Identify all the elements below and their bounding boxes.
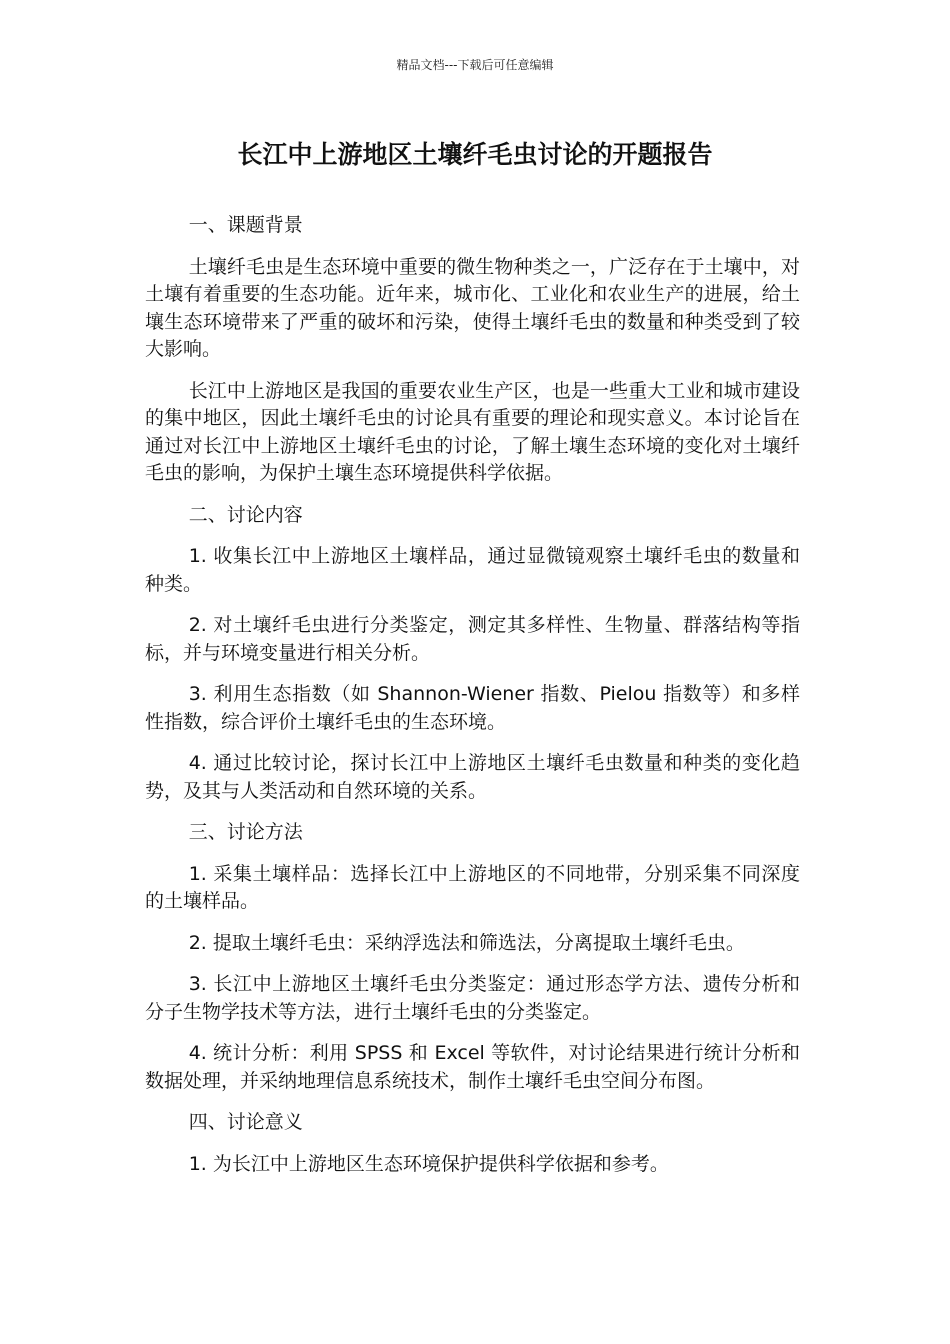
list-item: 1. 采集土壤样品：选择长江中上游地区的不同地带，分别采集不同深度的土壤样品。 <box>145 862 800 912</box>
list-item: 4. 通过比较讨论，探讨长江中上游地区土壤纤毛虫数量和种类的变化趋势，及其与人类活动和自然环境的关系。 <box>145 752 800 802</box>
list-item: 1. 为长江中上游地区生态环境保护提供科学依据和参考。 <box>188 1152 669 1175</box>
document-title: 长江中上游地区土壤纤毛虫讨论的开题报告 <box>237 140 713 169</box>
list-item: 2. 对土壤纤毛虫进行分类鉴定，测定其多样性、生物量、群落结构等指标，并与环境变量进行相关分析。 <box>145 614 800 664</box>
section-heading-significance: 四、讨论意义 <box>188 1111 303 1133</box>
list-item: 4. 统计分析：利用 SPSS 和 Excel 等软件，对讨论结果进行统计分析和数据处理，并采纳地理信息系统技术，制作土壤纤毛虫空间分布图。 <box>145 1042 800 1092</box>
list-item: 3. 利用生态指数（如 Shannon-Wiener 指数、Pielou 指数等）和多样性指数，综合评价土壤纤毛虫的生态环境。 <box>145 683 800 733</box>
list-item: 1. 收集长江中上游地区土壤样品，通过显微镜观察土壤纤毛虫的数量和种类。 <box>145 545 800 595</box>
section-heading-background: 一、课题背景 <box>188 214 303 236</box>
section-heading-content: 二、讨论内容 <box>188 503 303 526</box>
list-item: 2. 提取土壤纤毛虫：采纳浮选法和筛选法，分离提取土壤纤毛虫。 <box>188 931 745 954</box>
paragraph: 土壤纤毛虫是生态环境中重要的微生物种类之一，广泛存在于土壤中，对土壤有着重要的生态功能。近年来，城市化、工业化和农业生产的进展，给土壤生态环境带来了严重的破坏和污染，使得土壤纤毛虫的数量和种类受到了较大影响。 <box>145 255 800 360</box>
section-heading-methods: 三、讨论方法 <box>188 821 303 843</box>
list-item: 3. 长江中上游地区土壤纤毛虫分类鉴定：通过形态学方法、遗传分析和分子生物学技术等方法，进行土壤纤毛虫的分类鉴定。 <box>145 973 800 1023</box>
document-body <box>145 212 800 1192</box>
page-header-note: 精品文档---下载后可任意编辑 <box>396 58 554 72</box>
paragraph: 长江中上游地区是我国的重要农业生产区，也是一些重大工业和城市建设的集中地区，因此土壤纤毛虫的讨论具有重要的理论和现实意义。本讨论旨在通过对长江中上游地区土壤纤毛虫的讨论，了解土壤生态环境的变化对土壤纤毛虫的影响，为保护土壤生态环境提供科学依据。 <box>145 379 800 484</box>
